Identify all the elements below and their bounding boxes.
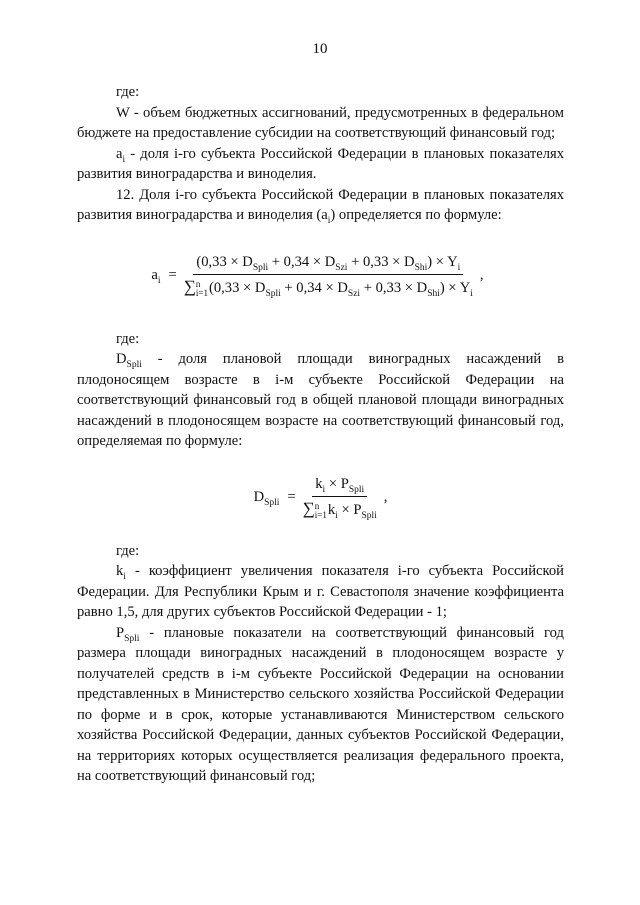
formula-dspli-lhs-sub: Spli: [264, 497, 280, 508]
fd-den-mid: × P: [337, 502, 362, 518]
dspli-definition: [77, 349, 564, 452]
fa-den-mid2: + 0,33 × D: [360, 280, 428, 296]
where-label: где:: [116, 542, 140, 559]
ai-symbol-sub: i: [122, 154, 126, 165]
document-body: [77, 82, 564, 787]
formula-ai-numerator: [193, 252, 463, 276]
fa-num-mid1: + 0,34 × D: [268, 253, 336, 270]
formula-ai-equals: =: [168, 266, 177, 283]
ai-definition-text: - доля i-го субъекта Российской Федерации в плановых показателях развития виноградарства и виноделия.: [77, 145, 564, 182]
fd-num-k-sub: i: [322, 484, 326, 495]
fa-num-s3: Shi: [414, 262, 428, 273]
formula-dspli: [77, 474, 564, 521]
fd-num-p-sub: Spli: [348, 484, 365, 495]
formula-ai: [77, 252, 564, 299]
ki-definition-text: - коэффициент увеличения показателя i-го субъекта Российской Федерации. Для Республики Крым и г. Севастополя значение коэффициента равно 1,5, для других субъектов Российской Федерации - 1;: [77, 563, 564, 620]
fd-num-k: k: [315, 475, 323, 492]
paragraph-12: [77, 185, 564, 226]
formula-dspli-lhs: [254, 487, 280, 508]
formula-dspli-equals: =: [287, 488, 296, 505]
fa-num-mid2: + 0,33 × D: [347, 253, 415, 270]
fa-den-s2: Szi: [347, 288, 361, 299]
fa-num-open: (0,33 × D: [196, 253, 253, 270]
formula-ai-lhs-sub: i: [157, 275, 161, 286]
fa-num-s2: Szi: [335, 262, 348, 273]
ai-symbol: а: [116, 145, 123, 162]
sum-symbol-icon: ∑: [183, 277, 196, 296]
fa-den-close: ) × Y: [439, 280, 471, 296]
where-label: где:: [116, 330, 140, 347]
dspli-symbol-sub: Spli: [126, 359, 142, 370]
fd-num-mid: × P: [325, 475, 349, 492]
fd-den-p-sub: Spli: [361, 510, 377, 521]
formula-dspli-comma: ,: [383, 488, 388, 505]
dspli-symbol: D: [116, 351, 127, 367]
fa-den-open: (0,33 × D: [208, 280, 266, 296]
fa-sum-top: n: [195, 278, 201, 289]
formula-ai-fraction: [181, 252, 476, 299]
w-definition: [77, 103, 564, 144]
fd-sum-top: n: [314, 500, 320, 511]
formula-ai-denominator: [181, 275, 476, 299]
formula-ai-lhs: [151, 265, 160, 286]
ki-definition: [77, 561, 564, 623]
ki-symbol-sub: i: [123, 571, 126, 582]
fd-den-k-sub: i: [335, 510, 338, 521]
formula-dspli-numerator: [312, 474, 367, 498]
ai-definition: [77, 144, 564, 185]
sum-symbol-icon: ∑: [302, 499, 315, 518]
fa-den-s4: i: [470, 288, 473, 299]
ki-symbol: k: [116, 563, 124, 579]
fd-sum-bottom: i=1: [314, 509, 327, 520]
fa-num-s1: Spli: [252, 262, 269, 273]
w-definition-text: W - объем бюджетных ассигнований, предусмотренных в федеральном бюджете на предоставление субсидии на соответствующий финансовый год;: [77, 104, 564, 141]
formula-ai-lhs-symbol: a: [151, 266, 158, 283]
fd-den-k: k: [327, 502, 336, 518]
formula-dspli-denominator: [300, 497, 380, 521]
fa-sum-limits: [196, 280, 208, 298]
paragraph-12-symbol: а: [321, 207, 328, 223]
fa-num-close: ) × Y: [427, 253, 458, 270]
paragraph-12-text: 12. Доля i-го субъекта Российской Федерации в плановых показателях развития виноградарства и виноделия (: [77, 186, 564, 223]
pspli-definition-text: - плановые показатели на соответствующий финансовый год размера площади виноградных насаждений в плодоносящем возрасте у получателей средств в i-м субъекте Российской Федерации на основании представленных в Министерство сельского хозяйства Российской Федерации по форме и в срок, которые устанавливаются Министерством сельского хозяйства Российской Федерации, данных субъектов Российской Федерации, на территориях которых осуществляется реализация федерального проекта, на соответствующий финансовый год;: [77, 624, 564, 784]
page-number: 10: [312, 41, 328, 57]
pspli-symbol-sub: Spli: [124, 633, 140, 644]
formula-dspli-fraction: [300, 474, 380, 521]
fa-den-s1: Spli: [265, 288, 281, 299]
fa-sum-bottom: i=1: [195, 287, 208, 298]
paragraph-12-end: ) определяется по формуле:: [330, 207, 502, 223]
where-label: где:: [116, 84, 140, 100]
pspli-symbol: P: [116, 624, 125, 641]
fa-num-s4: i: [457, 262, 461, 273]
formula-ai-comma: ,: [479, 266, 484, 283]
fa-den-mid1: + 0,34 × D: [280, 280, 348, 296]
dspli-definition-text: - доля плановой площади виноградных насаждений в плодоносящем возрасте в i-м субъекте Российской Федерации на соответствующий финансовый год в общей плановой площади виноградных насаждений в плодоносящем возрасте на соответствующий финансовый год, определяемая по формуле:: [77, 351, 564, 449]
paragraph-12-symbol-sub: i: [327, 215, 331, 226]
fd-sum-limits: [315, 502, 327, 520]
pspli-definition: [77, 623, 564, 787]
formula-dspli-lhs-symbol: D: [253, 488, 265, 505]
fa-den-s3: Shi: [427, 288, 440, 299]
